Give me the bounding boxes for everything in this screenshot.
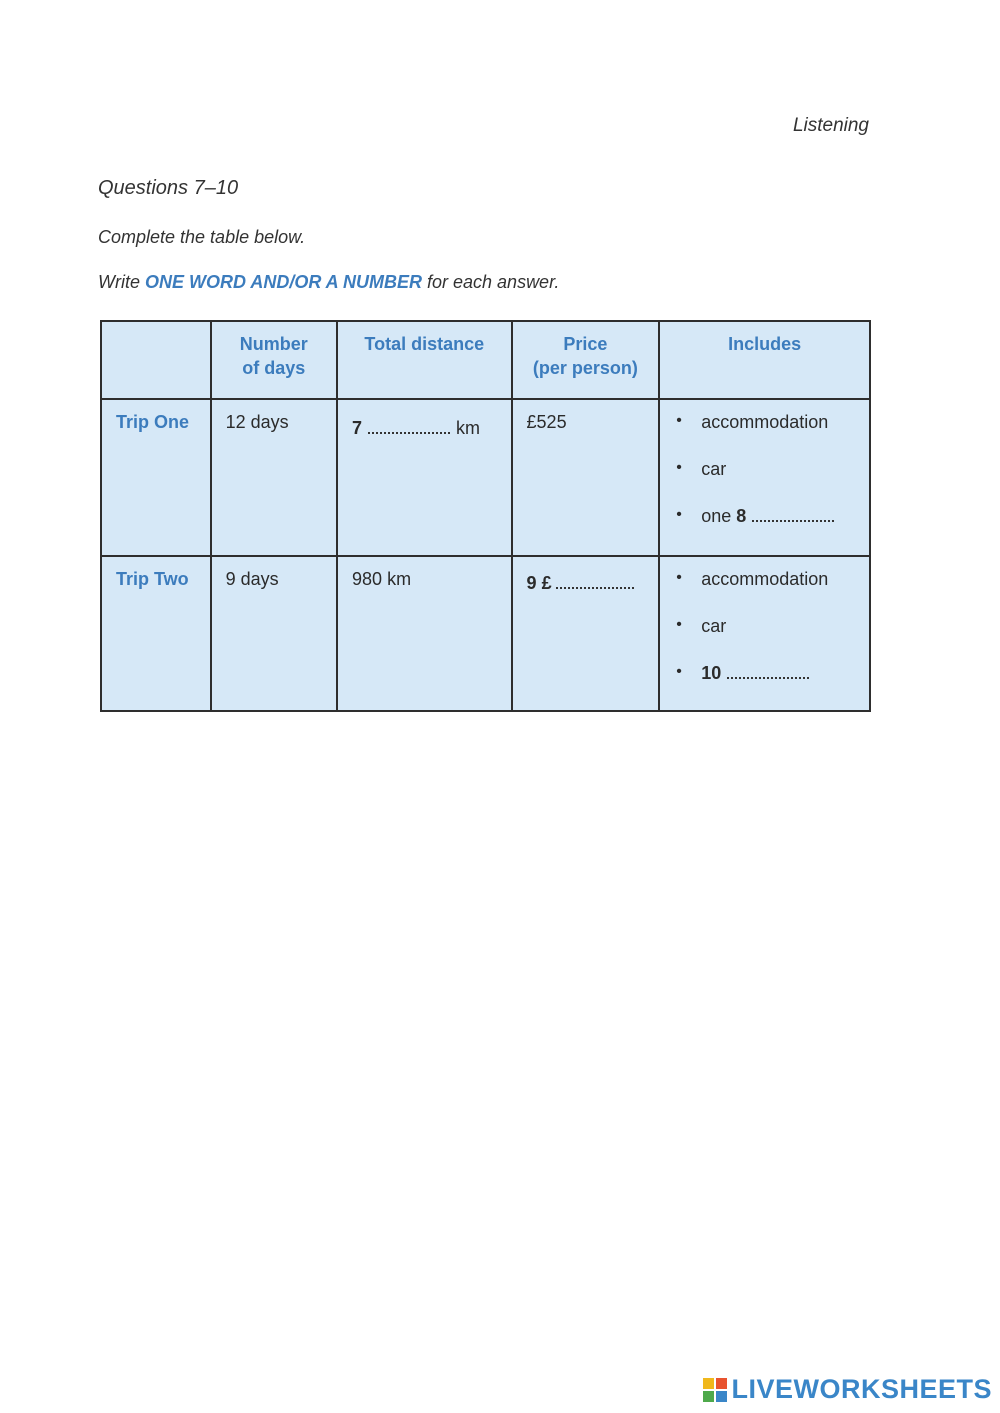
table-row <box>101 399 870 556</box>
trip-one-price: £525 <box>512 399 660 556</box>
table-row <box>101 556 870 711</box>
trip-two-days: 9 days <box>211 556 337 711</box>
distance-unit: km <box>456 418 481 438</box>
list-item: • one 8 <box>674 506 857 527</box>
list-item <box>674 663 857 684</box>
price-currency: £ <box>541 573 552 593</box>
question-9-blank[interactable] <box>556 573 634 589</box>
liveworksheets-logo <box>703 1374 992 1405</box>
header-days: Number of days <box>211 321 337 399</box>
question-10-number: 10 <box>701 663 722 683</box>
question-9-number: 9 <box>526 573 537 593</box>
section-label: Listening <box>792 115 869 136</box>
trip-two-name: Trip Two <box>101 556 211 711</box>
question-8-blank[interactable] <box>752 506 834 522</box>
header-includes: Includes <box>659 321 870 399</box>
table-header-row <box>101 321 870 399</box>
header-price: Price (per person) <box>512 321 660 399</box>
trip-one-includes <box>659 399 870 556</box>
question-7-blank[interactable] <box>368 418 450 434</box>
question-8-number: 8 <box>736 506 747 526</box>
list-item: • accommodation <box>674 569 857 616</box>
list-item: • accommodation <box>674 412 857 459</box>
question-10-blank[interactable] <box>727 663 809 679</box>
answer-rule-prefix: Write <box>98 272 145 292</box>
trip-two-price <box>512 556 660 711</box>
question-7-number: 7 <box>352 418 363 438</box>
trip-one-name: Trip One <box>101 399 211 556</box>
answer-rule-suffix: for each answer. <box>422 272 560 292</box>
list-item: • car <box>674 459 857 506</box>
header-distance: Total distance <box>337 321 512 399</box>
liveworksheets-icon <box>703 1378 727 1402</box>
brand-name: LIVEWORKSHEETS <box>731 1374 992 1404</box>
questions-title: Questions 7–10 <box>98 177 239 199</box>
questions-instruction: Complete the table below. <box>98 227 306 247</box>
trip-two-distance: 980 km <box>337 556 512 711</box>
answer-rule <box>98 272 559 293</box>
trip-two-includes <box>659 556 870 711</box>
trips-table <box>100 320 871 712</box>
list-item: • car <box>674 616 857 663</box>
trip-one-days: 12 days <box>211 399 337 556</box>
header-empty <box>101 321 211 399</box>
trip-one-distance <box>337 399 512 556</box>
answer-rule-highlight: ONE WORD AND/OR A NUMBER <box>145 272 422 292</box>
